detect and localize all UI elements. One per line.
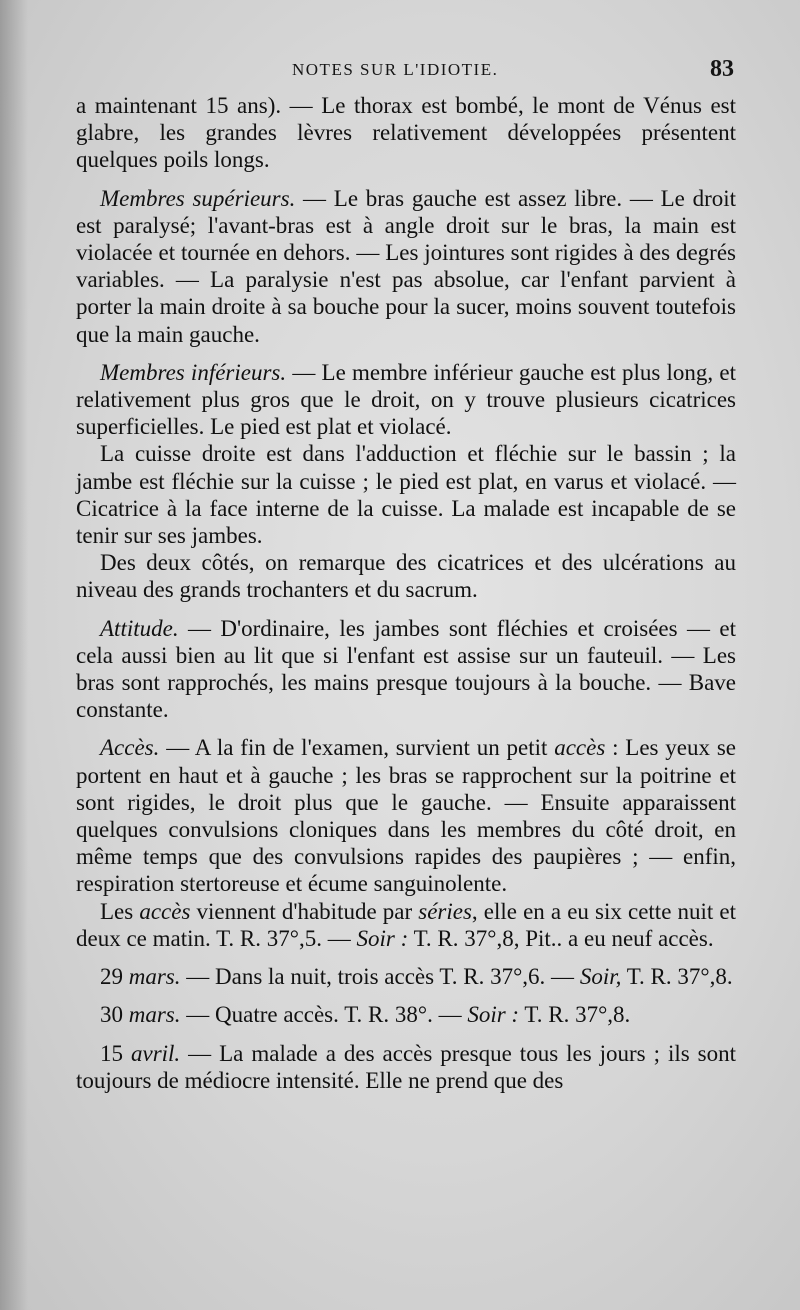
entry-day: 29 [100, 964, 123, 990]
entry-30-mars: 30 mars. — Quatre accès. T. R. 38°. — Soir : T. R. 37°,8. [100, 1002, 631, 1028]
entry-month: mars. [128, 964, 181, 990]
paragraph-membres-superieurs: Membres supérieurs. — Le bras gauche est assez libre. — Le droit est paralysé; l'avant-bras est à angle droit sur le bras, la main est violacée et tournée en dehors. — Les jointures sont rigides à des degrés variables. — La paralysie n'est pas absolue, car l'enfant parvient à porter la main droite à sa bouche pour la sucer, moins souvent toutefois que la main gauche. [76, 185, 737, 347]
entry-day: 30 [100, 1002, 123, 1028]
section-heading: Accès. [100, 735, 160, 761]
page-number: 83 [710, 56, 734, 82]
entry-month: mars. [128, 1002, 181, 1028]
paragraph-membres-inferieurs: Membres inférieurs. — Le membre inférieur gauche est plus long, et relativement plus gros que le droit, on y trouve plusieurs cicatrices superficielles. Le pied est plat et violacé. [76, 359, 736, 440]
body-text [76, 92, 736, 1094]
section-heading: Membres supérieurs. [100, 185, 296, 211]
running-title: NOTES SUR L'IDIOTIE. [292, 60, 499, 79]
paragraph-cicatrices: Des deux côtés, on remarque des cicatrices et des ulcérations au niveau des grands trochanters et du sacrum. [76, 550, 736, 603]
paragraph-series: Les accès viennent d'habitude par séries, elle en a eu six cette nuit et deux ce matin. T. R. 37°,5. — Soir : T. R. 37°,8, Pit.. a eu neuf accès. [76, 898, 736, 951]
page-shadow [0, 0, 28, 1310]
entry-15-avril: 15 avril. — La malade a des accès presque tous les jours ; ils sont toujours de médiocre intensité. Elle ne prend que des [76, 1040, 737, 1093]
page-header [76, 56, 736, 86]
section-heading: Attitude. [100, 615, 179, 641]
entry-day: 15 [100, 1040, 123, 1066]
entry-29-mars: 29 mars. — Dans la nuit, trois accès T. R. 37°,6. — Soir, T. R. 37°,8. [100, 964, 733, 990]
entry-month: avril. [130, 1040, 181, 1066]
section-heading: Membres inférieurs. [100, 359, 287, 385]
paragraph-attitude: Attitude. — D'ordinaire, les jambes sont fléchies et croisées — et cela aussi bien au lit que si l'enfant est assise sur un fauteuil. — Les bras sont rapprochés, les mains presque toujours à la bouche. — Bave constante. [76, 615, 736, 723]
paragraph-cuisse-droite: La cuisse droite est dans l'adduction et fléchie sur le bassin ; la jambe est fléchie sur la cuisse ; le pied est plat, en varus et violacé. — Cicatrice à la face interne de la cuisse. La malade est incapable de se tenir sur ses jambes. [76, 441, 736, 549]
paragraph-acces: Accès. — A la fin de l'examen, survient un petit accès : Les yeux se portent en haut et à gauche ; les bras se rapprochent sur la poitrine et sont rigides, le droit plus que le gauche. — Ensuite apparaissent quelques convulsions cloniques dans les membres du côté droit, en même temps que des convulsions rapides des paupières ; — enfin, respiration stertoreuse et écume sanguinolente. [76, 735, 736, 897]
paragraph-thorax: a maintenant 15 ans). — Le thorax est bombé, le mont de Vénus est glabre, les grandes lèvres relativement développées présentent quelques poils longs. [76, 93, 736, 173]
